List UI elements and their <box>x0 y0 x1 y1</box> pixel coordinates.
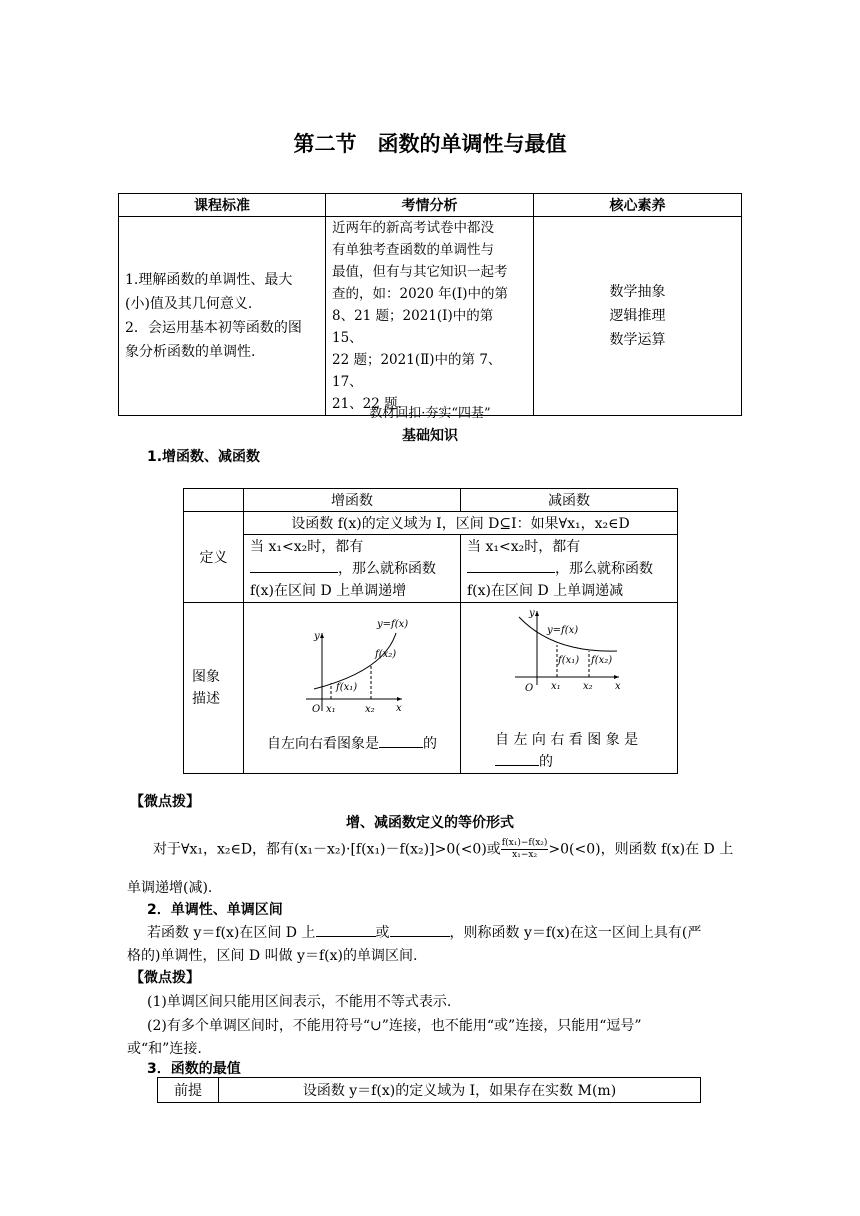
core-literacy-cell <box>534 217 742 416</box>
header-exam-analysis: 考情分析 <box>326 194 534 217</box>
dec-graph-x1-label: x₁ <box>551 681 561 692</box>
dec-caption-blank <box>495 751 539 766</box>
inc-graph-fx2-label: f(x₂) <box>375 649 397 660</box>
label-definition: 定义 <box>184 512 244 603</box>
inc-caption-b: 的 <box>423 736 437 752</box>
item2-blank-1 <box>316 922 376 937</box>
tip1-text-b: >0(<0)，则函数 f(x)在 D 上 <box>548 841 734 858</box>
dec-graph-fx2-label: f(x₂) <box>591 655 613 666</box>
std-line: 1.理解函数的单调性、最大 <box>125 272 293 288</box>
premise-text: 设函数 f(x)的定义域为 I，区间 D⊆I：如果∀x₁，x₂∈D <box>244 512 678 535</box>
item2-text-b: ，则称函数 y＝f(x)在这一区间上具有(严 <box>449 925 702 941</box>
tip1-text-a: 对于∀x₁，x₂∈D，都有(x₁－x₂)·[f(x₁)－f(x₂)]>0(<0)或 <box>153 841 501 858</box>
tip1-text-c: 单调递增(减). <box>127 880 213 896</box>
dec-graph-function-label: y=f(x) <box>547 625 579 636</box>
decreasing-graph <box>461 603 677 693</box>
tip2-label: 【微点拨】 <box>130 970 200 986</box>
literacy-item: 数学抽象 <box>609 284 666 300</box>
head-decreasing: 减函数 <box>461 489 678 512</box>
literacy-item: 逻辑推理 <box>609 308 666 324</box>
item2-text-or: 或 <box>375 925 390 941</box>
dec-def-line1: 当 x₁<x₂时，都有 <box>467 538 581 555</box>
section-heading: 基础知识 <box>402 428 458 444</box>
tip2-line1: (1)单调区间只能用区间表示，不能用不等式表示. <box>147 994 452 1010</box>
analysis-line: 有单独考查函数的单调性与 <box>332 242 494 258</box>
inc-def-line3: f(x)在区间 D 上单调递增 <box>250 582 407 599</box>
inc-caption-a: 自左向右看图象是 <box>267 736 379 752</box>
std-line: 2．会运用基本初等函数的图 <box>125 320 302 336</box>
dec-graph-x-label: x <box>615 681 621 692</box>
dec-graph-fx1-label: f(x₁) <box>558 655 580 666</box>
analysis-line: 21、22 题. <box>332 396 402 412</box>
literacy-item: 数学运算 <box>609 332 666 348</box>
analysis-line: 22 题；2021(Ⅱ)中的第 7、17、 <box>332 352 502 390</box>
dec-graph-cell <box>461 603 678 774</box>
item2-text <box>147 922 701 942</box>
dec-def-line2: ，那么就称函数 <box>555 560 653 577</box>
standards-table <box>118 193 742 416</box>
label-graph-1: 图象 <box>192 669 220 685</box>
max-table-text: 设函数 y＝f(x)的定义域为 I，如果存在实数 M(m) <box>219 1078 701 1103</box>
dec-def-line3: f(x)在区间 D 上单调递减 <box>467 582 624 599</box>
dec-blank <box>467 558 555 573</box>
dec-caption-a: 自 左 向 右 看 图 象 是 <box>495 732 639 748</box>
tip1-label: 【微点拨】 <box>130 794 200 810</box>
inc-blank <box>250 558 338 573</box>
analysis-line: 查的，如：2020 年(Ⅰ)中的第 <box>332 286 509 302</box>
tip1-fraction <box>501 838 549 861</box>
dec-graph-origin-label: O <box>525 683 534 693</box>
inc-graph-origin-label: O <box>312 704 321 715</box>
inc-caption <box>244 733 460 753</box>
tip1-frac-den: x₁−x₂ <box>512 850 538 860</box>
tip1-frac-num: f(x₁)−f(x₂) <box>501 838 548 848</box>
tip1-text <box>153 838 733 861</box>
head-increasing: 增函数 <box>244 489 461 512</box>
increasing-graph <box>244 613 460 725</box>
inc-graph-function-label: y=f(x) <box>377 619 409 630</box>
course-standard-cell <box>119 217 326 416</box>
item2-text-a: 若函数 y＝f(x)在区间 D 上 <box>147 925 316 941</box>
dec-caption <box>461 693 677 773</box>
item2-title: 2．单调性、单调区间 <box>147 902 283 918</box>
max-table-label: 前提 <box>158 1078 219 1103</box>
corner-cell <box>184 489 244 512</box>
dec-definition <box>461 535 678 603</box>
inc-caption-blank <box>379 733 423 748</box>
inc-graph-cell <box>244 603 461 774</box>
tip2-line2: (2)有多个单调区间时，不能用符号“∪”连接，也不能用“或”连接，只能用“逗号” <box>147 1018 642 1034</box>
header-core-literacy: 核心素养 <box>534 194 742 217</box>
exam-analysis-cell <box>326 217 534 416</box>
std-line: (小)值及其几何意义. <box>125 296 253 312</box>
inc-graph-x2-label: x₂ <box>365 704 375 715</box>
inc-def-line1: 当 x₁<x₂时，都有 <box>250 538 364 555</box>
analysis-line: 8、21 题；2021(Ⅰ)中的第 15、 <box>332 308 494 346</box>
dec-graph-x2-label: x₂ <box>583 681 593 692</box>
analysis-line: 最值，但有与其它知识一起考 <box>332 264 508 280</box>
dec-graph-y-label: y <box>529 608 535 619</box>
page-title: 第二节 函数的单调性与最值 <box>293 132 567 156</box>
std-line: 象分析函数的单调性. <box>125 344 256 360</box>
section-banner: 教材回扣·夯实“四基” <box>369 406 491 421</box>
inc-graph-x1-label: x₁ <box>326 704 336 715</box>
item2-blank-2 <box>390 922 450 937</box>
inc-def-line2: ，那么就称函数 <box>338 560 436 577</box>
item3-title: 3．函数的最值 <box>147 1061 241 1077</box>
inc-graph-fx1-label: f(x₁) <box>336 682 358 693</box>
item2-text-c: 格的)单调性，区间 D 叫做 y＝f(x)的单调区间. <box>127 948 418 964</box>
analysis-line: 近两年的新高考试卷中都没 <box>332 220 494 236</box>
monotonic-table <box>183 488 678 774</box>
dec-caption-b: 的 <box>539 754 553 770</box>
label-graph-2: 描述 <box>192 691 220 707</box>
header-course-standard: 课程标准 <box>119 194 326 217</box>
inc-graph-y-label: y <box>314 631 320 642</box>
inc-definition <box>244 535 461 603</box>
tip1-title: 增、减函数定义的等价形式 <box>346 815 514 831</box>
inc-graph-x-label: x <box>396 703 402 714</box>
tip2-line3: 或“和”连接. <box>127 1041 202 1057</box>
item1-title: 1.增函数、减函数 <box>147 449 261 465</box>
label-graph <box>184 603 244 774</box>
max-value-table <box>157 1077 701 1103</box>
